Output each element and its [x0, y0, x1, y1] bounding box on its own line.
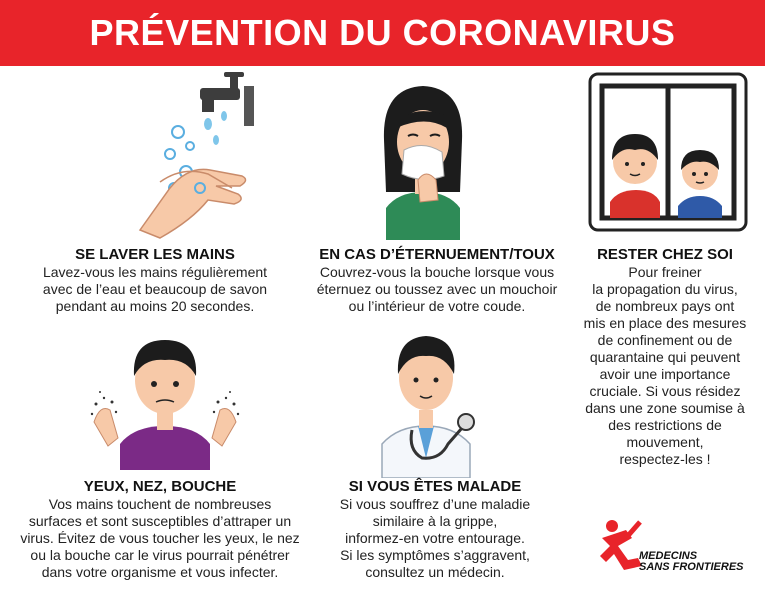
section-line: similaire à la grippe, [372, 513, 498, 529]
section-stay-home [576, 246, 754, 468]
section-line: des restrictions de [608, 417, 722, 433]
section-line: consultez un médecin. [365, 564, 505, 580]
section-line: Si les symptômes s’aggravent, [340, 547, 530, 563]
section-line: mouvement, [626, 434, 704, 450]
section-line: Couvrez-vous la bouche lorsque vous [319, 264, 555, 280]
section-title: EN CAS D’ÉTERNUEMENT/TOUX [319, 246, 555, 263]
section-title: YEUX, NEZ, BOUCHE [83, 478, 237, 495]
section-line: dans votre organisme et vous infecter. [41, 564, 279, 580]
section-title: RESTER CHEZ SOI [597, 246, 733, 263]
section-hand-washing [20, 246, 290, 315]
section-line: informez-en votre entourage. [345, 530, 525, 546]
msf-logo-line1: MEDECINS [639, 550, 698, 562]
section-line: respectez-les ! [619, 451, 711, 467]
section-if-sick [310, 478, 560, 581]
msf-logo-line2: SANS FRONTIERES [639, 561, 744, 573]
section-sneezing [292, 246, 582, 315]
page-title: PRÉVENTION DU CORONAVIRUS [89, 12, 676, 53]
hand-washing-icon [130, 70, 270, 240]
section-line: la propagation du virus, [592, 281, 738, 297]
children-window-icon [588, 72, 750, 234]
section-line: dans une zone soumise à [585, 400, 745, 416]
germ-hands-boy-icon [90, 318, 240, 470]
section-line: Pour freiner [628, 264, 702, 280]
section-line: virus. Évitez de vous toucher les yeux, le nez [20, 530, 300, 546]
section-line: cruciale. Si vous résidez [589, 383, 741, 399]
section-line: de nombreux pays ont [595, 298, 735, 314]
section-title: SI VOUS ÊTES MALADE [348, 478, 522, 495]
section-line: ou l’intérieur de votre coude. [348, 298, 526, 314]
section-line: quarantaine qui peuvent [589, 349, 741, 365]
msf-logo [598, 518, 746, 578]
section-line: Si vous souffrez d’une maladie [339, 496, 531, 512]
section-eyes-nose-mouth [10, 478, 310, 581]
section-line: mis en place des mesures [583, 315, 747, 331]
title-banner [0, 0, 765, 66]
section-line: surfaces et sont susceptibles d’attraper un [28, 513, 292, 529]
doctor-icon [378, 318, 478, 478]
section-line: Vos mains touchent de nombreuses [48, 496, 272, 512]
section-line: ou la bouche car le virus pourrait pénétrer [30, 547, 290, 563]
section-line: pendant au moins 20 secondes. [55, 298, 255, 314]
section-line: avoir une importance [599, 366, 731, 382]
msf-logo-icon [598, 518, 644, 576]
section-line: Lavez-vous les mains régulièrement [42, 264, 268, 280]
section-line: avec de l’eau et beaucoup de savon [42, 281, 268, 297]
section-line: de confinement ou de [597, 332, 733, 348]
msf-logo-text [639, 551, 744, 573]
section-line: éternuez ou toussez avec un mouchoir [316, 281, 558, 297]
sneezing-woman-icon [378, 80, 468, 240]
section-title: SE LAVER LES MAINS [75, 246, 235, 263]
